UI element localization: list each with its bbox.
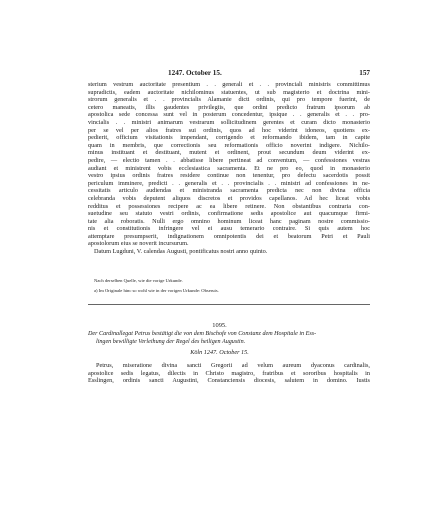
summary-line: lingen bewilligte Verleihung der Regel des heiligen Augustin. — [96, 338, 246, 345]
text-line: supradictis, eadem auctoritate nichilominus statuentes, ut sub magisterio et doctrina mini- — [88, 88, 370, 96]
text-line: pedierit, officium visitationis impendant, corrigendo et reformando ibidem, tam in capite — [88, 134, 370, 142]
text-line: cessitatis articulo audiendas et ministranda sacramenta predicta nec non divina officia — [88, 187, 370, 195]
text-line: apostolorum eius se noverit incursurum. — [88, 240, 189, 248]
footnote: a) Im Originale hinc so wohl wie in der vorigen Urkunde: Obseruis. — [94, 288, 219, 293]
text-line: quam in membris, que correctionis seu reformationis officio noverint indigere. Nichilo- — [88, 141, 370, 149]
header-date: 1247. October 15. — [168, 69, 222, 77]
summary-line: Der Cardinallegat Petrus bestätigt die von dem Bischofe von Constanz dem Hospitale in Ess- — [88, 331, 317, 337]
page-number: 157 — [359, 69, 370, 77]
text-line: Esslingen, ordinis sancti Augustini, Constanciensis diocesis, salutem in domino. Iustis — [88, 377, 370, 385]
text-line: apostolica sede concessa sunt vel in posterum concedentur, ipsique . . generalis et . . pro- — [88, 111, 370, 119]
text-line: attemptare presumpserit, indignationem omnipotentis dei et beatorum Petri et Pauli — [88, 232, 370, 240]
text-line: cetero maneatis, illis gaudentes privilegiis, que ordini predicto fratrum ipsorum ab — [88, 103, 370, 111]
text-line: Petrus, miseratione divina sancti Gregorii ad velum aureum dyaconus cardinalis, — [96, 362, 370, 369]
dateline: Köln 1247. October 15. — [190, 349, 249, 356]
text-line: suetudine seu statuto vestri ordinis, confirmatione sedis apostolice aut quacumque firmi- — [88, 210, 370, 218]
document-summary — [88, 331, 370, 346]
text-line: tate alia roboratis. Nulli ergo omnino hominum liceat hanc paginam nostre commissio- — [88, 217, 370, 225]
closing-line: Datum Lugduni, V. calendas Augusti, pontificatus nostri anno quinto. — [94, 248, 268, 256]
text-line: minus instituant et destituant, mutent et ordinent, prout secundum deum viderint ex- — [88, 149, 370, 157]
text-line: redditus et possessiones recipere ac ea libere retinere. Non obstantibus contraria con- — [88, 202, 370, 210]
text-line: vestro ipsius ordinis fratres residere continue non tenentur, pro defectu sacerdotis possit — [88, 172, 370, 180]
text-line: sterium vestrum auctoritate presentium . . generali et . . provinciali ministris committimus — [88, 81, 370, 88]
text-line: celebranda vobis deputent aliquos discretos et providos capellanos. Ad hec liceat vobis — [88, 194, 370, 202]
text-line: vincialis . . ministri animarum vestrarum sollicitudinem gerentes et curam dicto monasterio — [88, 118, 370, 126]
text-line: audiant et ministrent vobis ecclesiastica sacramenta. Et ne pro eo, quod in monasterio — [88, 164, 370, 172]
source-note: Nach derselben Quelle, wie die vorige Urkunde. — [94, 278, 183, 283]
second-charter-text — [88, 362, 370, 385]
section-divider — [88, 304, 370, 305]
text-line: pedire, — electio tamen . . abbatisse libere pertineat ad conventum, — confessiones vestras — [88, 156, 370, 164]
text-line: nis et constitutionis infringere vel ei ausu temerario contraire. Si quis autem hoc — [88, 225, 370, 233]
text-line: periculum imminere, predicti . . generalis et . . provincialis . . ministri ad confessiones in ne- — [88, 179, 370, 187]
document-number: 1095. — [212, 322, 227, 329]
text-line: apostolice sedis legatus, dilectis in Christo magistro, fratribus et sororibus hospitalis in — [88, 369, 370, 377]
text-line: strorum generalis et . . provincialis Alamanie dicti ordinis, qui pro tempore fuerint, de — [88, 96, 370, 104]
running-header — [88, 69, 370, 79]
charter-text — [88, 81, 370, 256]
text-line: per se vel per alios fratres sui ordinis, quos ad hoc viderint idoneos, quotiens ex- — [88, 126, 370, 134]
